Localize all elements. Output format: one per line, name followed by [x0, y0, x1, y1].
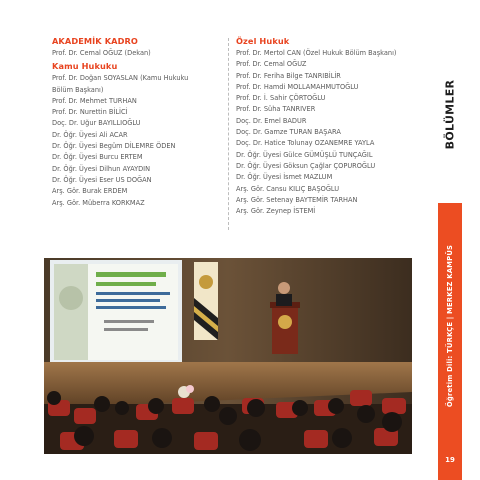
- band-caption-text: Öğretim Dili: TÜRKÇE | MERKEZ KAMPÜS: [446, 244, 454, 407]
- staff-item: Prof. Dr. Mertol CAN (Özel Hukuk Bölüm Başkanı): [236, 49, 397, 57]
- section-title-text: BÖLÜMLER: [443, 79, 457, 149]
- staff-item: Arş. Gör. Cansu KILIÇ BAŞOĞLU: [236, 184, 340, 193]
- staff-item: Arş. Gör. Burak ERDEM: [52, 187, 128, 196]
- staff-item: Prof. Dr. Feriha Bilge TANRIBİLİR: [236, 71, 341, 80]
- staff-item: Prof. Dr. Hamdi MOLLAMAHMUTOĞLU: [236, 82, 359, 91]
- right-column: [236, 36, 436, 217]
- staff-item: Prof. Dr. Mehmet TURHAN: [52, 96, 137, 105]
- public-law-list: [52, 73, 222, 209]
- staff-item: Arş. Gör. Müberra KORKMAZ: [52, 198, 145, 207]
- staff-item: Dr. Öğr. Üyesi Eser US DOĞAN: [52, 175, 152, 184]
- staff-item: Prof. Dr. Nurettin BİLİCİ: [52, 108, 128, 117]
- staff-item: Dr. Öğr. Üyesi Ali ACAR: [52, 130, 128, 139]
- staff-item: Dr. Öğr. Üyesi Gülce GÜMÜŞLÜ TUNÇAĞIL: [236, 150, 373, 159]
- staff-item: Prof. Dr. Cemal OĞUZ: [236, 60, 307, 69]
- event-photo: [44, 258, 412, 454]
- dean-list: [52, 48, 222, 59]
- section-heading-academic-staff: AKADEMİK KADRO: [52, 36, 138, 46]
- left-column: [52, 36, 222, 209]
- staff-item: Dr. Öğr. Üyesi Begüm DİLEMRE ÖDEN: [52, 142, 176, 151]
- staff-item: Prof. Dr. İ. Sahir ÇÖRTOĞLU: [236, 94, 326, 103]
- section-title: [436, 74, 464, 154]
- column-divider: [228, 38, 229, 230]
- event-photo-illustration: [44, 258, 412, 454]
- private-law-list: [236, 48, 436, 217]
- section-heading-public-law: Kamu Hukuku: [52, 61, 118, 72]
- staff-item: Arş. Gör. Zeynep İSTEMİ: [236, 207, 316, 216]
- staff-item: Dr. Öğr. Üyesi Burcu ERTEM: [52, 153, 143, 162]
- page-number: 19: [445, 456, 455, 464]
- staff-item: Prof. Dr. Doğan SOYASLAN (Kamu Hukuku Bölüm Başkanı): [52, 74, 189, 94]
- staff-item: Dr. Öğr. Üyesi Dilhun AYAYDIN: [52, 164, 151, 173]
- staff-item: Doç. Dr. Uğur BAYILLIOĞLU: [52, 119, 141, 128]
- staff-item: Dr. Öğr. Üyesi Göksun Çağlar ÇOPUROĞLU: [236, 161, 376, 170]
- staff-item: Prof. Dr. Cemal OĞUZ (Dekan): [52, 49, 151, 57]
- staff-item: Doç. Dr. Gamze TURAN BAŞARA: [236, 128, 341, 137]
- section-heading-private-law: Özel Hukuk: [236, 36, 290, 46]
- staff-item: Dr. Öğr. Üyesi İsmet MAZLUM: [236, 173, 333, 182]
- staff-item: Prof. Dr. Süha TANRIVER: [236, 105, 316, 114]
- band-caption: [438, 203, 462, 448]
- staff-item: Doç. Dr. Emel BADUR: [236, 116, 307, 125]
- staff-item: Arş. Gör. Setenay BAYTEMİR TARHAN: [236, 195, 358, 204]
- staff-item: Doç. Dr. Hatice Tolunay OZANEMRE YAYLA: [236, 139, 375, 148]
